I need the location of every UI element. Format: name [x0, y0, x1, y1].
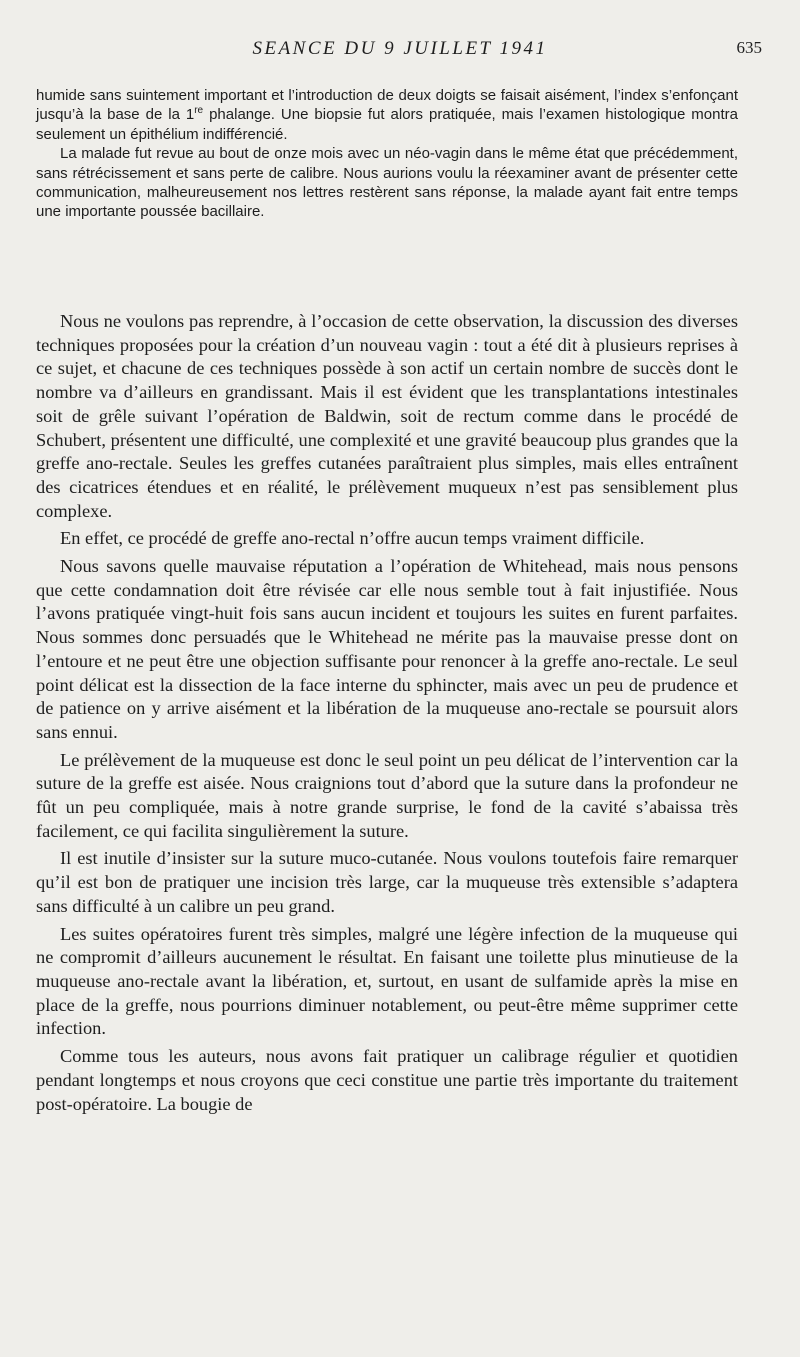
- running-head-title: SEANCE DU 9 JUILLET 1941: [252, 38, 548, 59]
- case-report-block: [36, 86, 738, 222]
- case-paragraph: La malade fut revue au bout de onze mois avec un néo-vagin dans le même état que précédemment, sans rétrécissement et sans perte de calibre. Nous aurions voulu la réexaminer avant de présenter cette communication, malheureusement nos lettres restèrent sans réponse, la malade ayant fait entre temps une importante poussée bacillaire.: [36, 145, 738, 221]
- running-head: [36, 38, 764, 66]
- case-paragraph: [36, 86, 738, 144]
- body-paragraph: Les suites opératoires furent très simples, malgré une légère infection de la muqueuse qui ne compromit d’ailleurs aucunement le résultat. En faisant une toilette plus minutieuse de la muqueuse ano-rectale avant la libération, et, surtout, en usant de sulfamide après la mise en place de la greffe, nous pourrions diminuer notablement, ou peut-être même supprimer cette infection.: [36, 923, 738, 1039]
- case-text: phalange. Une biopsie fut alors pratiquée, mais l’examen histologique montra seulement un épithélium indifférencié.: [36, 106, 738, 143]
- ordinal-superscript: re: [194, 105, 204, 117]
- body-paragraph: Il est inutile d’insister sur la suture muco-cutanée. Nous voulons toutefois faire remarquer qu’il est bon de pratiquer une incision très large, car la muqueuse très extensible s’adaptera sans difficulté à un calibre un peu grand.: [36, 848, 738, 916]
- body-paragraph: Comme tous les auteurs, nous avons fait pratiquer un calibrage régulier et quotidien pendant longtemps et nous croyons que ceci constitue une partie très importante du traitement post-opératoire. La bougie de: [36, 1046, 738, 1114]
- case-text: humide sans suintement important et l’introduction de deux doigts se faisait aisément, l’index s’enfonçant jusqu’à la base de la 1: [36, 87, 738, 124]
- body-paragraph: Nous savons quelle mauvaise réputation a l’opération de Whitehead, mais nous pensons que cette condamnation doit être révisée car elle nous semble tout à fait injustifiée. Nous l’avons pratiquée vingt-huit fois sans aucun incident et toujours les suites en furent parfaites. Nous sommes donc persuadés que le Whitehead ne mérite pas la mauvaise presse dont on l’entoure et ne peut être une objection suffisante pour renoncer à la greffe ano-rectale. Le seul point délicat est la dissection de la face interne du sphincter, mais avec un peu de prudence et de patience on y arrive aisément et la libération de la muqueuse ano-rectale se poursuit alors sans ennui.: [36, 556, 738, 742]
- body-paragraph: Nous ne voulons pas reprendre, à l’occasion de cette observation, la discussion des diverses techniques proposées pour la création d’un nouveau vagin : tout a été dit à plusieurs reprises à ce sujet, et chacune de ces techniques possède à son actif un certain nombre de succès dont le nombre va d’ailleurs en grandissant. Mais il est évident que les transplantations intestinales soit de grêle suivant l’opération de Baldwin, soit de rectum comme dans le procédé de Schubert, présentent une difficulté, une complexité et une gravité beaucoup plus grandes que la greffe ano-rectale. Seules les greffes cutanées paraîtraient plus simples, mais elles entraînent des cicatrices étendues et en réalité, le prélèvement muqueux n’est pas sensiblement plus complexe.: [36, 311, 738, 521]
- body-paragraph: En effet, ce procédé de greffe ano-rectal n’offre aucun temps vraiment difficile.: [60, 528, 645, 549]
- discussion-block: [36, 310, 738, 1120]
- page-number: 635: [736, 38, 762, 57]
- body-paragraph: Le prélèvement de la muqueuse est donc le seul point un peu délicat de l’intervention car la suture de la greffe est aisée. Nous craignions tout d’abord que la suture dans la profondeur ne fût un peu compliquée, mais à notre grande surprise, le fond de la cavité s’abaissa très facilement, ce qui facilita singulièrement la suture.: [36, 749, 738, 841]
